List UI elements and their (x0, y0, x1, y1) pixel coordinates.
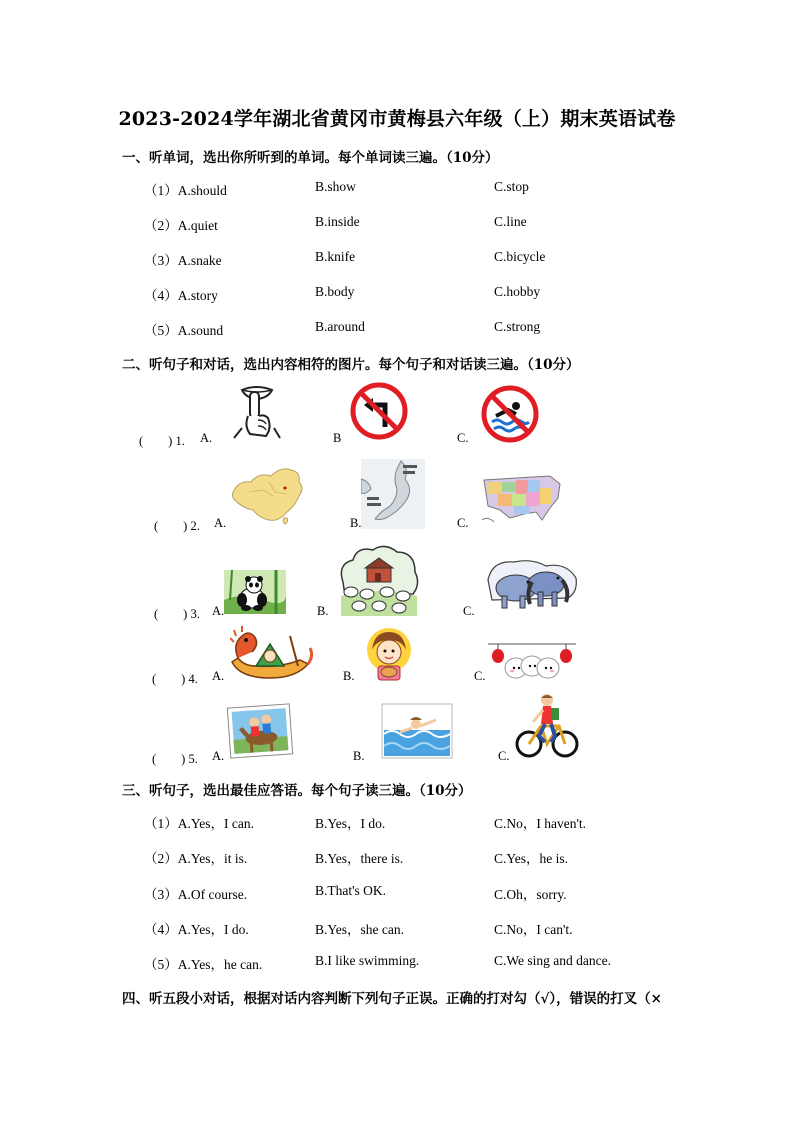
s3-q4-a: （4）A.Yes，I do. (144, 922, 249, 937)
dragon-boat-image (230, 622, 314, 684)
s1-q1-c: C.stop (494, 179, 529, 194)
s3-q2-c: C.Yes，he is. (494, 851, 569, 866)
section-3-heading: 三、听句子，选出最佳应答语。每个句子读三遍。（10分） (122, 783, 472, 799)
s3-q2-b: B.Yes，there is. (315, 851, 404, 866)
s1-q2-b: B.inside (315, 214, 360, 229)
s2-q1-b-label: B (333, 431, 342, 445)
girl-mooncake-image (362, 626, 416, 684)
s1-q5-b: B.around (315, 319, 365, 334)
riding-horse-photo-image (225, 702, 295, 760)
s1-q1-b: B.show (315, 179, 356, 194)
s2-q5-a-label: A. (212, 749, 225, 763)
japan-map-image (361, 459, 425, 529)
s2-q2-c-label: C. (457, 516, 469, 530)
no-left-turn-sign-image (349, 381, 409, 441)
s2-q3-c-label: C. (463, 604, 475, 618)
s1-q1-a: （1）A.should (144, 183, 227, 198)
s3-q3-b: B.That's OK. (315, 883, 387, 898)
s3-q1-a: （1）A.Yes，I can. (144, 816, 254, 831)
s2-q3-b-label: B. (317, 604, 329, 618)
s2-q1-c-label: C. (457, 431, 469, 445)
s2-q4-c-label: C. (474, 669, 486, 683)
s2-q4-b-label: B. (343, 669, 355, 683)
s3-q1-c: C.No，I haven't. (494, 816, 587, 831)
s3-q4-c: C.No，I can't. (494, 922, 573, 937)
s3-q4-b: B.Yes，she can. (315, 922, 405, 937)
swimming-image (380, 702, 454, 760)
s2-q2-a-label: A. (214, 516, 227, 530)
quiet-gesture-image (228, 382, 286, 440)
s1-q2-a: （2）A.quiet (144, 218, 218, 233)
s2-q4-number: ( ) 4. (152, 672, 198, 686)
s2-q5-c-label: C. (498, 749, 510, 763)
s1-q3-b: B.knife (315, 249, 356, 264)
s1-q5-a: （5）A.sound (144, 323, 224, 338)
s3-q1-b: B.Yes，I do. (315, 816, 386, 831)
section-2-heading: 二、听句子和对话，选出内容相符的图片。每个句子和对话读三遍。（10分） (122, 357, 580, 373)
panda-image (224, 570, 286, 614)
s1-q4-a: （4）A.story (144, 288, 218, 303)
s1-q3-c: C.bicycle (494, 249, 546, 264)
s2-q2-b-label: B. (350, 516, 362, 530)
s1-q4-c: C.hobby (494, 284, 541, 299)
s2-q1-a-label: A. (200, 431, 213, 445)
cycling-boy-image (513, 690, 581, 760)
s2-q5-number: ( ) 5. (152, 752, 198, 766)
s2-q5-b-label: B. (353, 749, 365, 763)
no-swimming-sign-image (480, 384, 540, 444)
s3-q3-a: （3）A.Of course. (144, 887, 248, 902)
s2-q4-a-label: A. (212, 669, 225, 683)
exam-title: 2023-2024学年湖北省黄冈市黄梅县六年级（上）期末英语试卷 (118, 108, 676, 130)
farm-sheep-image (337, 542, 419, 616)
section-4-heading: 四、听五段小对话，根据对话内容判断下列句子正误。正确的打对勾（√），错误的打叉（× (122, 991, 662, 1007)
s2-q3-number: ( ) 3. (154, 607, 200, 621)
elephants-image (486, 556, 578, 612)
usa-map-image (480, 470, 566, 528)
s1-q2-c: C.line (494, 214, 527, 229)
s3-q2-a: （2）A.Yes，it is. (144, 851, 248, 866)
s2-q3-a-label: A. (212, 604, 225, 618)
s3-q5-a: （5）A.Yes，he can. (144, 957, 263, 972)
s1-q4-b: B.body (315, 284, 355, 299)
s3-q5-b: B.I like swimming. (315, 953, 420, 968)
s3-q5-c: C.We sing and dance. (494, 953, 612, 968)
tangyuan-lantern-image (488, 640, 576, 682)
china-map-image (229, 462, 307, 528)
s3-q3-c: C.Oh，sorry. (494, 887, 567, 902)
s1-q3-a: （3）A.snake (144, 253, 222, 268)
s2-q1-number: ( ) 1. (139, 434, 185, 448)
s2-q2-number: ( ) 2. (154, 519, 200, 533)
section-1-heading: 一、听单词，选出你所听到的单词。每个单词读三遍。（10分） (122, 150, 499, 166)
s1-q5-c: C.strong (494, 319, 541, 334)
